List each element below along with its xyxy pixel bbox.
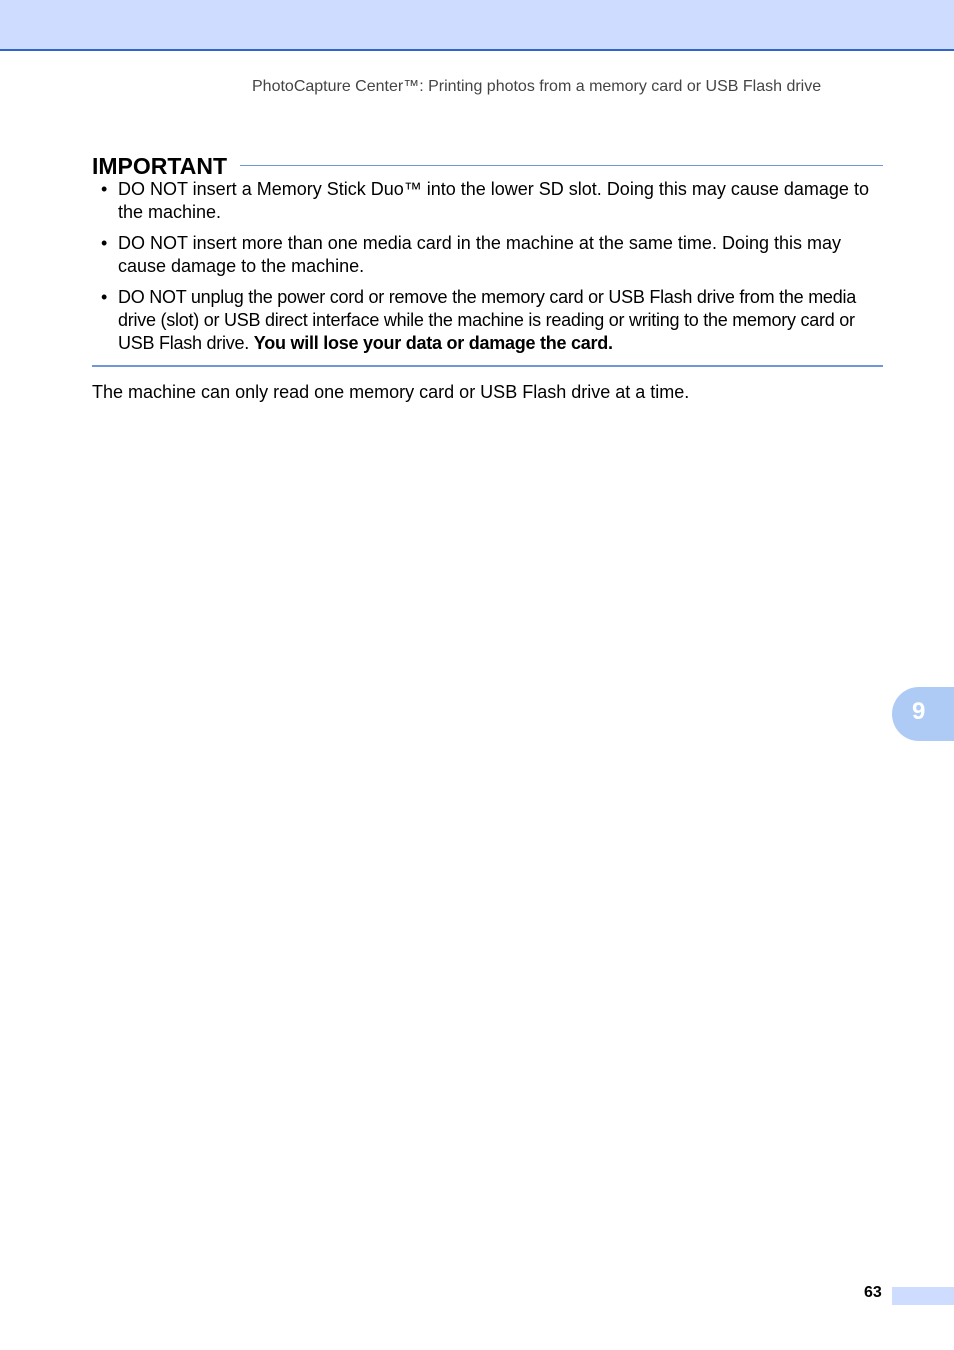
page-number-bar	[892, 1287, 954, 1305]
page-number: 63	[864, 1284, 882, 1301]
list-item	[92, 232, 883, 278]
list-item	[92, 178, 883, 224]
list-item-emphasis: You will lose your data or damage the card.	[253, 333, 613, 353]
important-list	[92, 178, 883, 363]
bullet-icon: •	[101, 233, 108, 253]
bullet-icon: •	[101, 287, 108, 307]
heading-rule	[240, 165, 883, 166]
notice-bottom-rule	[92, 365, 883, 367]
list-item-text: DO NOT unplug the power cord or remove the memory card or USB Flash drive from the media drive (slot) or USB direct interface while the machine is reading or writing to the memory card or USB Flash drive.	[118, 287, 856, 353]
list-item-text: DO NOT insert a Memory Stick Duo™ into the lower SD slot. Doing this may cause damage to the machine.	[118, 179, 869, 222]
chapter-tab	[892, 687, 954, 741]
bullet-icon: •	[101, 179, 108, 199]
list-item-text: DO NOT insert more than one media card in the machine at the same time. Doing this may cause damage to the machine.	[118, 233, 841, 276]
body-paragraph: The machine can only read one memory card or USB Flash drive at a time.	[92, 382, 690, 402]
running-header-title: PhotoCapture Center™: Printing photos from a memory card or USB Flash drive	[252, 78, 822, 95]
list-item	[92, 286, 883, 355]
important-heading: IMPORTANT	[92, 153, 228, 179]
chapter-number: 9	[912, 698, 926, 725]
top-header-band	[0, 0, 954, 51]
